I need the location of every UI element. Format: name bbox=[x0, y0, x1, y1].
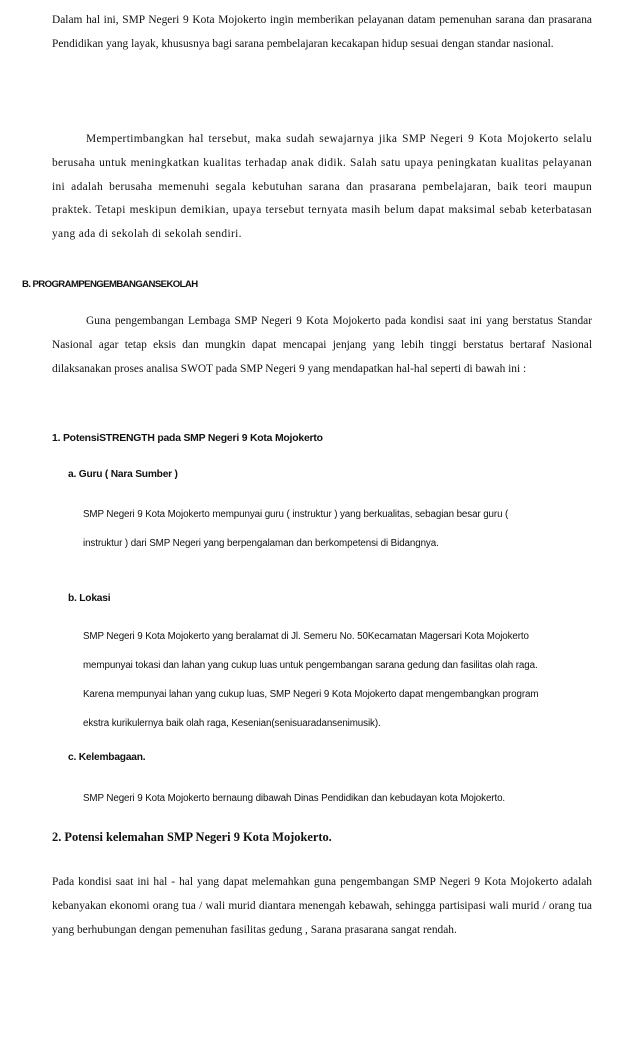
lokasi-line: SMP Negeri 9 Kota Mojokerto yang beralamat di Jl. Semeru No. 50Kecamatan Magersari Kota Mojokerto bbox=[83, 631, 529, 642]
guru-body bbox=[83, 500, 595, 558]
guru-line: SMP Negeri 9 Kota Mojokerto mempunyai guru ( instruktur ) yang berkualitas, sebagian besar guru ( bbox=[83, 509, 509, 520]
lokasi-line: mempunyai tokasi dan lahan yang cukup luas untuk pengembangan sarana gedung dan fasilitas olah raga. bbox=[83, 660, 538, 671]
kelembagaan-line: SMP Negeri 9 Kota Mojokerto bernaung dibawah Dinas Pendidikan dan kebudayan kota Mojokerto. bbox=[83, 793, 506, 804]
kelembagaan-heading: c. Kelembagaan. bbox=[68, 752, 146, 763]
guru-line: instruktur ) dari SMP Negeri yang berpengalaman dan berkompetensi di Bidangnya. bbox=[83, 538, 439, 549]
intro-paragraph-2: Mempertimbangkan hal tersebut, maka sudah sewajarnya jika SMP Negeri 9 Kota Mojokerto selalu berusaha untuk meningkatkan kualitas terhadap anak didik. Salah satu upaya peningkatan kualitas pelayanan ini adalah berusaha memenuhi segala kebutuhan sarana dan prasarana pembelajaran, baik teori maupun praktek. Tetapi meskipun demikian, upaya tersebut ternyata masih belum dapat maksimal sebab keterbatasan yang ada di sekolah di sekolah sendiri. bbox=[52, 133, 592, 241]
weakness-heading: 2. Potensi kelemahan SMP Negeri 9 Kota Mojokerto. bbox=[52, 830, 332, 844]
guru-heading: a. Guru ( Nara Sumber ) bbox=[68, 469, 178, 480]
strength-heading: 1. PotensiSTRENGTH pada SMP Negeri 9 Kota Mojokerto bbox=[52, 433, 323, 444]
kelembagaan-body bbox=[83, 784, 595, 813]
weakness-paragraph: Pada kondisi saat ini hal - hal yang dapat melemahkan guna pengembangan SMP Negeri 9 Kota Mojokerto adalah kebanyakan ekonomi orang tua / wali murid diantara menengah kebawah, sehingga partisipasi wali murid / orang tua yang berhubungan dengan pemenuhan fasilitas gedung , Sarana prasarana sangat rendah. bbox=[52, 876, 592, 936]
section-b-paragraph: Guna pengembangan Lembaga SMP Negeri 9 Kota Mojokerto pada kondisi saat ini yang berstatus Standar Nasional agar tetap eksis dan mungkin dapat mencapai jenjang yang lebih tinggi berstatus bertaraf Nasional dilaksanakan proses analisa SWOT pada SMP Negeri 9 yang mendapatkan hal-hal seperti di bawah ini : bbox=[52, 315, 592, 375]
lokasi-line: Karena mempunyai lahan yang cukup luas, SMP Negeri 9 Kota Mojokerto dapat mengembangkan program bbox=[83, 689, 539, 700]
lokasi-heading: b. Lokasi bbox=[68, 593, 111, 604]
lokasi-body bbox=[83, 622, 595, 738]
lokasi-line: ekstra kurikulernya baik olah raga, Kesenian(senisuaradansenimusik). bbox=[83, 718, 381, 729]
section-b-heading: B. PROGRAMPENGEMBANGANSEKOLAH bbox=[22, 279, 198, 290]
intro-paragraph-1: Dalam hal ini, SMP Negeri 9 Kota Mojokerto ingin memberikan pelayanan datam pemenuhan sarana dan prasarana Pendidikan yang layak, khususnya bagi sarana pembelajaran kecakapan hidup sesuai dengan standar nasional. bbox=[52, 14, 592, 50]
